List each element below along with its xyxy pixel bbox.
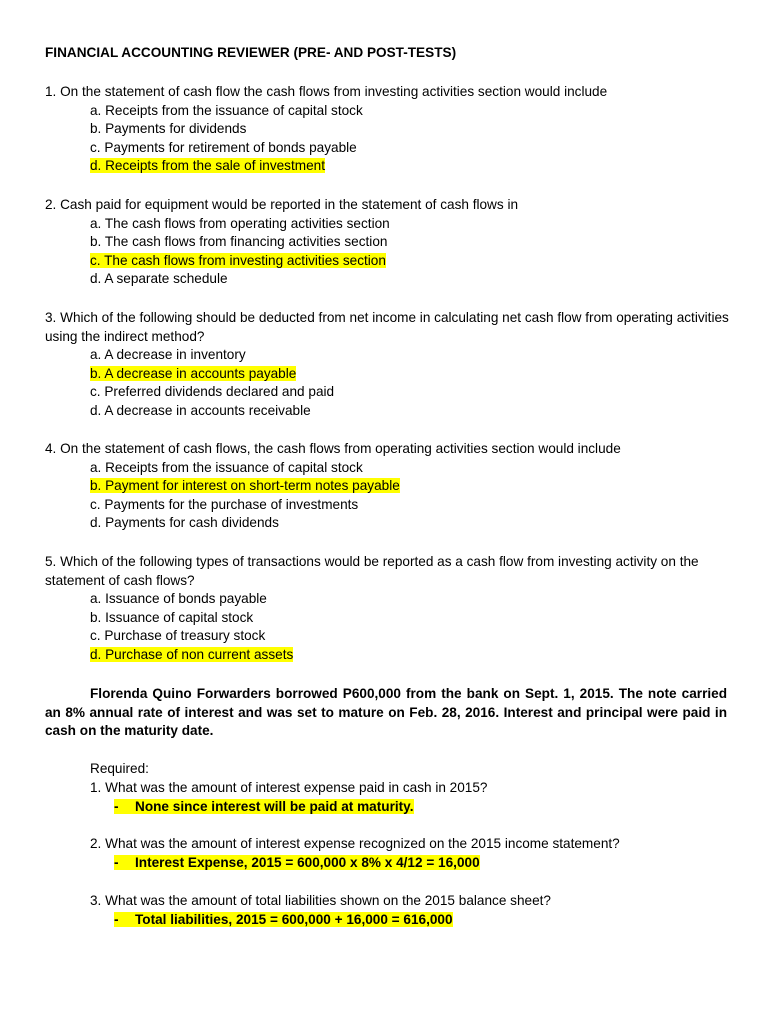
option-text: b. The cash flows from financing activities section	[90, 234, 388, 250]
option-item	[45, 365, 735, 384]
required-answer	[90, 911, 730, 930]
required-question: 2. What was the amount of interest expense recognized on the 2015 income statement?	[90, 836, 620, 851]
option-item	[45, 270, 735, 289]
option-list	[45, 459, 735, 533]
option-item	[45, 233, 735, 252]
option-text: c. Payments for the purchase of investments	[90, 496, 359, 512]
question-stem: 4. On the statement of cash flows, the cash flows from operating activities section would include	[45, 441, 621, 456]
required-question: 3. What was the amount of total liabilities shown on the 2015 balance sheet?	[90, 893, 551, 908]
option-item	[45, 215, 735, 234]
option-text: d. A separate schedule	[90, 271, 228, 287]
correct-option-text: b. A decrease in accounts payable	[90, 365, 297, 381]
option-item	[45, 477, 735, 496]
required-label: Required:	[90, 761, 149, 776]
option-text: a. A decrease in inventory	[90, 347, 246, 363]
required-item-3	[90, 892, 730, 929]
question-stem: 2. Cash paid for equipment would be reported in the statement of cash flows in	[45, 197, 519, 212]
answer-text: Interest Expense, 2015 = 600,000 x 8% x 4/12 = 16,000	[135, 854, 480, 870]
question-stem: 1. On the statement of cash flow the cash flows from investing activities section would include	[45, 84, 608, 99]
option-list	[45, 590, 735, 664]
option-text: d. Payments for cash dividends	[90, 515, 279, 531]
question-stem: 3. Which of the following should be deducted from net income in calculating net cash flow from operating activities using the indirect method?	[45, 310, 729, 344]
answer-text: Total liabilities, 2015 = 600,000 + 16,000 = 616,000	[135, 911, 453, 927]
option-list	[45, 215, 735, 289]
option-text: b. Issuance of capital stock	[90, 609, 254, 625]
correct-option-text: d. Purchase of non current assets	[90, 646, 294, 662]
required-answer	[90, 798, 730, 817]
option-item	[45, 120, 735, 139]
correct-option-text: b. Payment for interest on short-term notes payable	[90, 478, 400, 494]
option-text: a. Receipts from the issuance of capital stock	[90, 102, 363, 118]
option-text: a. Issuance of bonds payable	[90, 591, 267, 607]
answer-bullet: -	[114, 798, 119, 814]
option-item	[45, 252, 735, 271]
option-text: c. Payments for retirement of bonds payable	[90, 139, 357, 155]
correct-option-text: c. The cash flows from investing activities section	[90, 252, 386, 268]
option-text: a. The cash flows from operating activities section	[90, 215, 390, 231]
answer-text: None since interest will be paid at maturity.	[135, 798, 414, 814]
question-5	[45, 553, 735, 665]
option-item	[45, 383, 735, 402]
option-text: c. Preferred dividends declared and paid	[90, 384, 335, 400]
option-text: c. Purchase of treasury stock	[90, 628, 266, 644]
option-item	[45, 646, 735, 665]
option-text: d. A decrease in accounts receivable	[90, 402, 311, 418]
option-item	[45, 609, 735, 628]
option-item	[45, 514, 735, 533]
required-item-1	[90, 779, 730, 816]
question-4	[45, 440, 735, 533]
option-item	[45, 627, 735, 646]
option-item	[45, 496, 735, 515]
option-item	[45, 459, 735, 478]
option-item	[45, 346, 735, 365]
option-item	[45, 139, 735, 158]
correct-option-text: d. Receipts from the sale of investment	[90, 158, 325, 174]
option-text: b. Payments for dividends	[90, 121, 247, 137]
problem-statement: Florenda Quino Forwarders borrowed P600,000 from the bank on Sept. 1, 2015. The note carried an 8% annual rate of interest and was set to mature on Feb. 28, 2016. Interest and principal were paid in cash on the maturity date.	[45, 686, 727, 739]
answer-bullet: -	[114, 854, 119, 870]
question-1	[45, 83, 735, 176]
option-list	[45, 346, 735, 420]
option-item	[45, 157, 735, 176]
option-item	[45, 102, 735, 121]
question-2	[45, 196, 735, 289]
question-stem: 5. Which of the following types of transactions would be reported as a cash flow from investing activity on the statement of cash flows?	[45, 554, 699, 588]
document-title: FINANCIAL ACCOUNTING REVIEWER (PRE- AND POST-TESTS)	[45, 45, 457, 60]
required-question: 1. What was the amount of interest expense paid in cash in 2015?	[90, 780, 488, 795]
required-item-2	[90, 835, 730, 872]
option-text: a. Receipts from the issuance of capital stock	[90, 459, 363, 475]
option-item	[45, 590, 735, 609]
question-3	[45, 309, 735, 421]
answer-bullet: -	[114, 911, 119, 927]
option-list	[45, 102, 735, 176]
option-item	[45, 402, 735, 421]
required-answer	[90, 854, 730, 873]
